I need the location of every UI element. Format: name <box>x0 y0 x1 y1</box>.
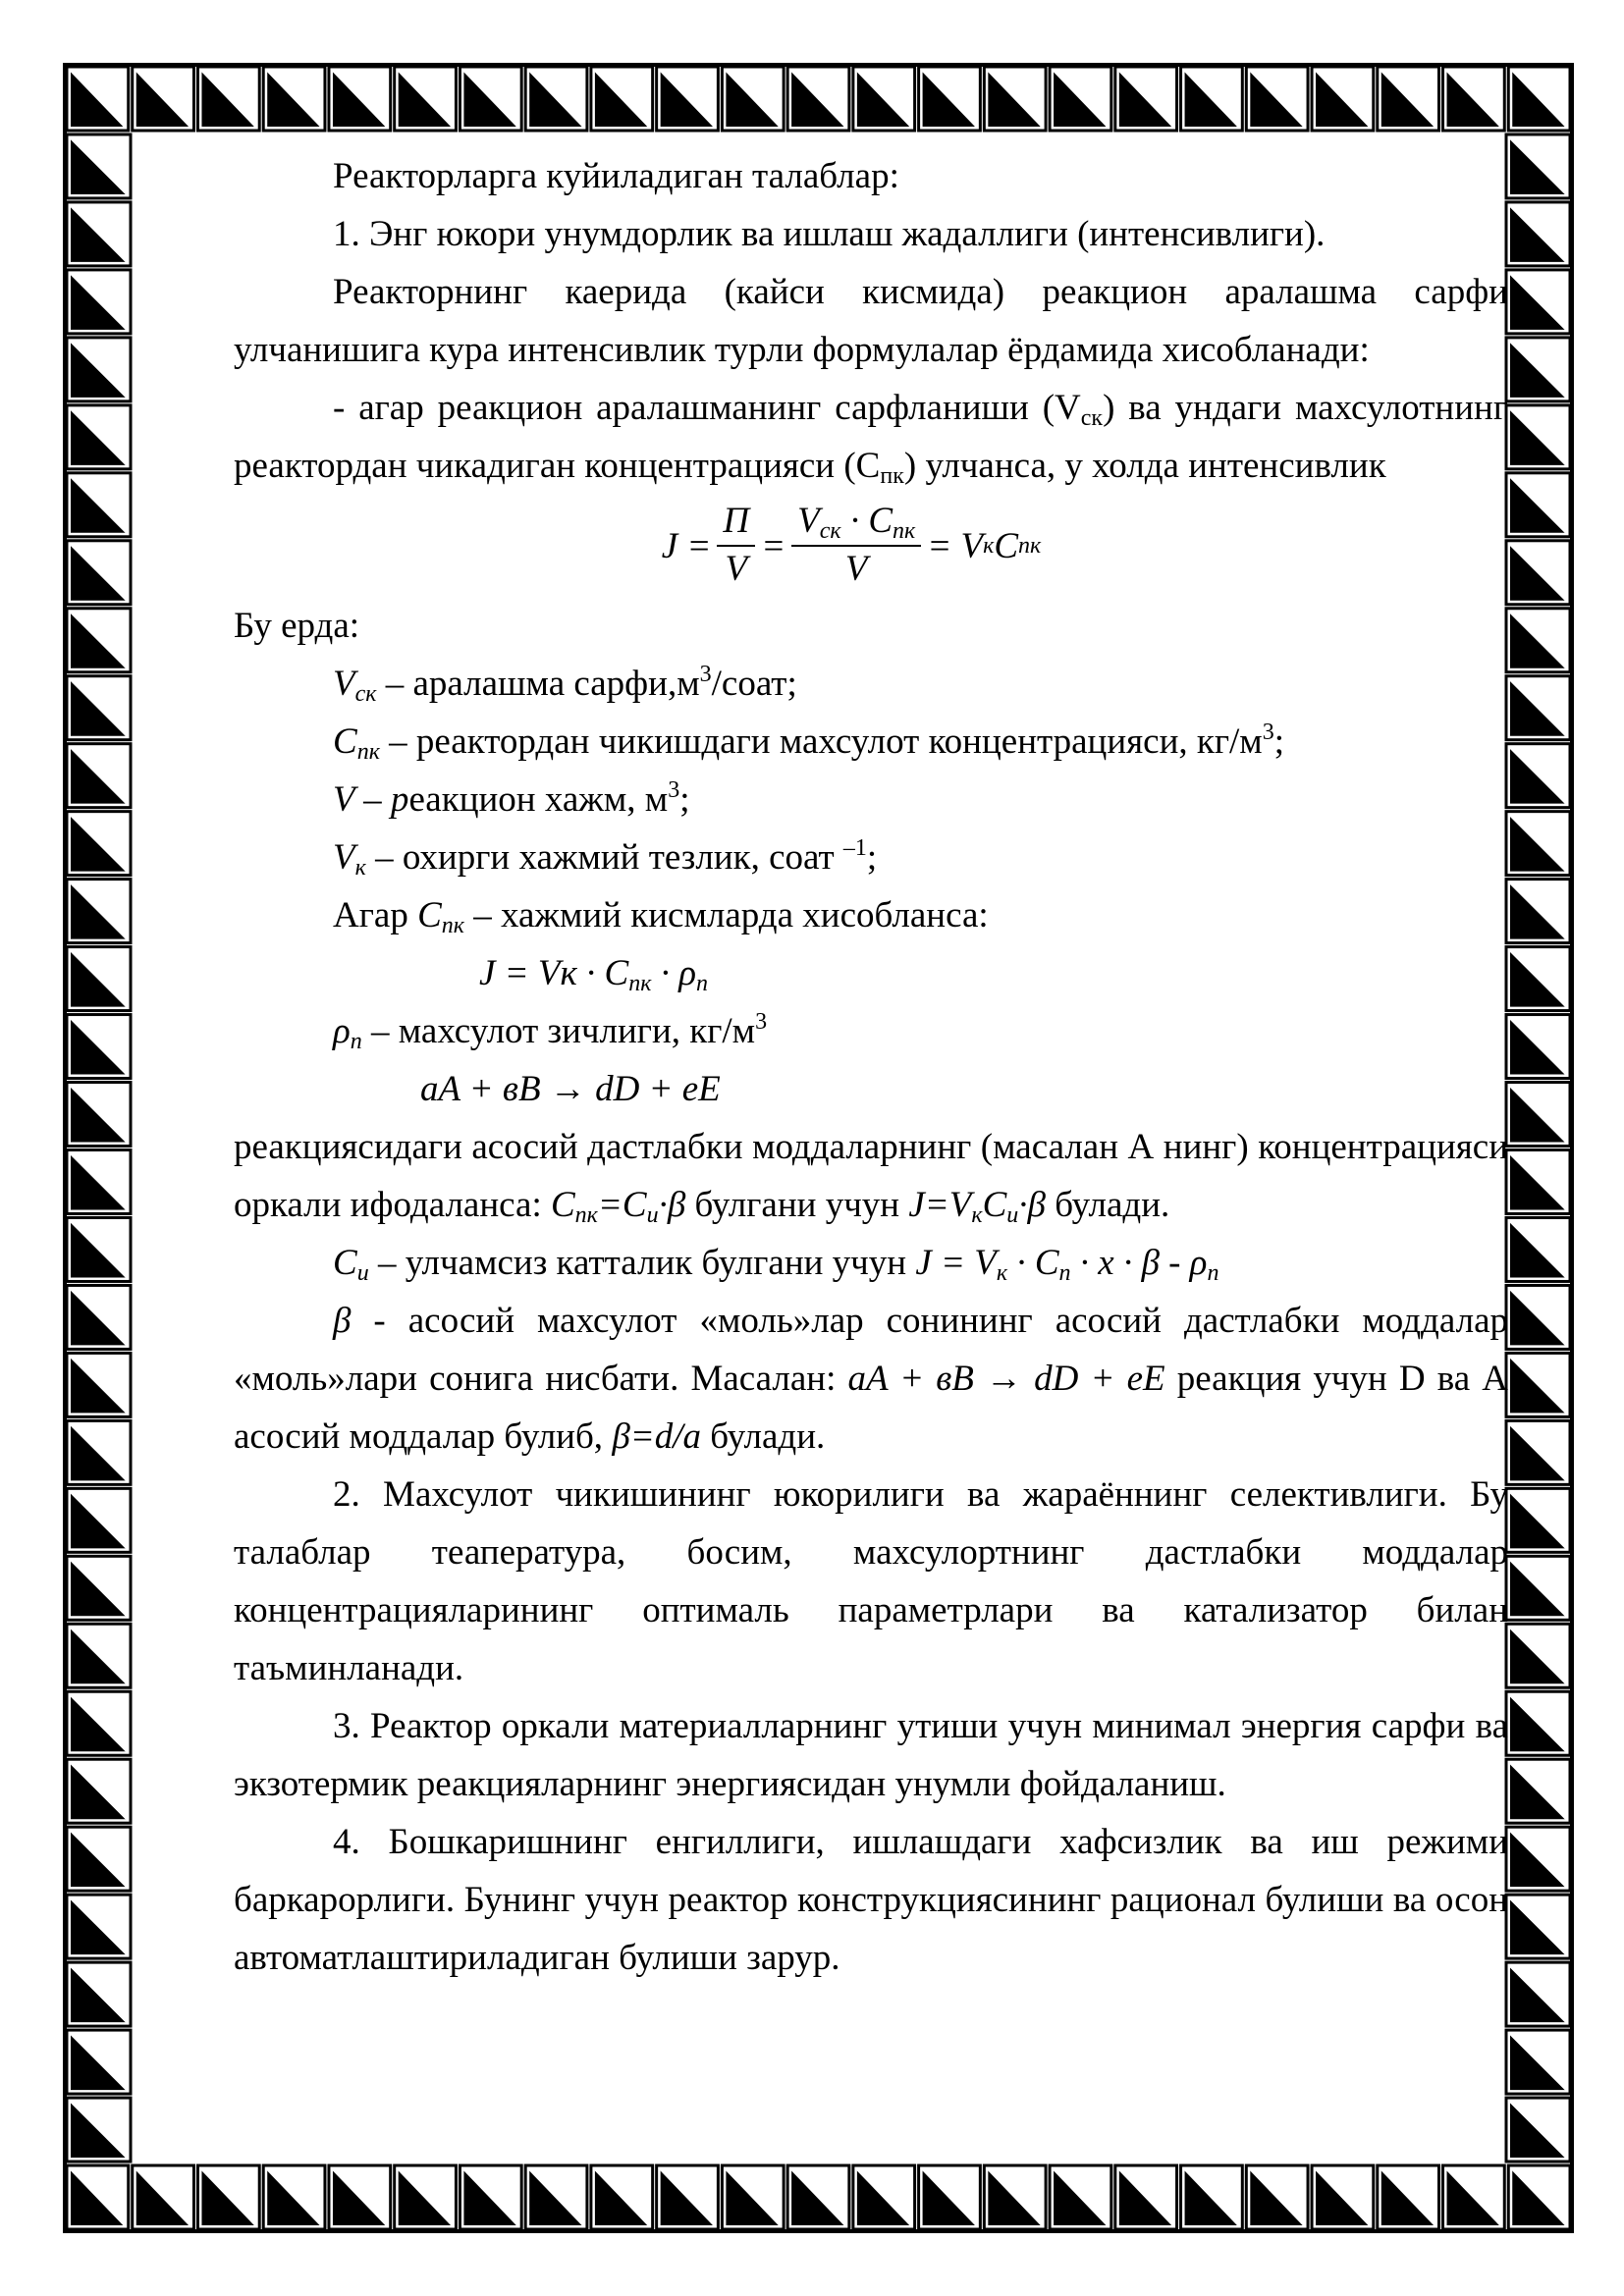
border-tile <box>67 1420 131 1484</box>
border-tile <box>1506 1015 1570 1079</box>
border-tile <box>1506 880 1570 943</box>
formula-reaction: aA + вB → dD + eE <box>420 1069 721 1109</box>
border-tile <box>919 2165 981 2229</box>
border-tile <box>1378 67 1439 131</box>
border-tile <box>1378 2165 1439 2229</box>
border-tile <box>329 2165 391 2229</box>
border-tile <box>1508 2165 1570 2229</box>
border-tile <box>67 1759 131 1823</box>
border-tile <box>657 2165 719 2229</box>
border-tile <box>1506 1759 1570 1823</box>
border-tile <box>1506 405 1570 469</box>
formula-intensity-volume: J = Vк · $C_{пк} \cdot \rho_п$ <box>479 953 708 996</box>
border-tile <box>787 67 849 131</box>
border-tile <box>1312 2165 1374 2229</box>
border-tile <box>1506 1691 1570 1755</box>
border-tile <box>1246 2165 1308 2229</box>
border-tile <box>657 67 719 131</box>
border-tile <box>67 609 131 672</box>
border-tile <box>1506 812 1570 876</box>
border-tile <box>67 1624 131 1687</box>
border-tile <box>1506 2098 1570 2162</box>
border-tile <box>1115 67 1177 131</box>
border-tile <box>1506 2030 1570 2094</box>
border-tile <box>1246 67 1308 131</box>
border-tile <box>1506 1285 1570 1349</box>
border-tile <box>1506 1962 1570 2026</box>
definition-vsk: $V_{ск}$ – аралашма $сарфи,м^3$/соат; <box>333 662 797 707</box>
border-tile <box>1506 202 1570 266</box>
definition-rho: $\rho_п$ – махсулот зичлиги, $кг/м^3$ <box>333 1009 768 1054</box>
border-tile <box>67 473 131 537</box>
border-tile <box>67 1827 131 1891</box>
border-tile <box>1506 947 1570 1011</box>
border-tile <box>984 2165 1046 2229</box>
border-tile <box>67 1015 131 1079</box>
border-tile <box>1506 473 1570 537</box>
border-tile <box>67 2165 129 2229</box>
border-tile <box>395 67 457 131</box>
border-tile <box>197 67 259 131</box>
border-tile <box>787 2165 849 2229</box>
paragraph-condition: - агар реакцион аралашманинг сарфланиши $(V_{ск})$ ва ундаги махсулотнинг реактордан чикадиган концентрацияси $(С_{пк})$ улчанса, у холда интенсивлик <box>234 388 1508 489</box>
definition-vk: $V_к$ – охирги хажмий тезлик, соат $^{-1}$; <box>333 835 878 881</box>
border-tile <box>67 2098 131 2162</box>
border-tile <box>329 67 391 131</box>
border-tile <box>67 67 129 131</box>
border-tile <box>1506 338 1570 401</box>
border-tile <box>67 1150 131 1214</box>
border-tile <box>1508 67 1570 131</box>
requirement-3: 3. Реактор оркали материалларнинг утиши учун минимал энергия сарфи ва экзотермик реакцияларнинг энергиясидан унумли фойдаланиш. <box>234 1706 1508 1804</box>
definition-v: V – реакцион хажм, $м^3$; <box>333 777 690 820</box>
border-tile <box>395 2165 457 2229</box>
border-tile <box>853 2165 915 2229</box>
border-tile <box>1115 2165 1177 2229</box>
requirement-1: 1. Энг юкори унумдорлик ва ишлаш жадаллиги (интенсивлиги). <box>333 214 1326 254</box>
border-tile <box>67 541 131 605</box>
section-title: Реакторларга куйиладиган талаблар: <box>333 156 899 196</box>
border-tile <box>67 2030 131 2094</box>
border-tile <box>722 67 784 131</box>
paragraph-dimensionless: $С_и$ – улчамсиз катталик булгани учун $J = V_к \cdot C_п \cdot x \cdot \beta - \rho_п$ <box>333 1243 1219 1286</box>
border-tile <box>67 202 131 266</box>
border-tile <box>67 812 131 876</box>
border-tile <box>67 880 131 943</box>
border-tile <box>1506 270 1570 334</box>
border-tile <box>722 2165 784 2229</box>
border-tile <box>1506 676 1570 740</box>
border-tile <box>1506 744 1570 808</box>
border-tile <box>1506 134 1570 198</box>
border-tile <box>1506 1488 1570 1552</box>
border-tile <box>525 67 587 131</box>
border-tile <box>67 1691 131 1755</box>
border-tile <box>133 67 194 131</box>
border-tile <box>67 744 131 808</box>
border-tile <box>460 2165 521 2229</box>
border-tile <box>67 1217 131 1281</box>
paragraph-reaction-concentration: реакциясидаги асосий дастлабки моддаларнинг (масалан А нинг) концентрацияси оркали ифодаланса: $C_{пк}=C_и\cdot\beta$ булгани учун $J=V_кC_и\cdot\beta$ булади. <box>234 1127 1508 1228</box>
border-tile <box>1506 1420 1570 1484</box>
border-tile <box>263 67 325 131</box>
border-tile <box>197 2165 259 2229</box>
border-tile <box>67 1353 131 1416</box>
border-tile <box>67 1285 131 1349</box>
border-tile <box>1506 1353 1570 1416</box>
requirement-4: 4. Бошкаришнинг енгиллиги, ишлашдаги хафсизлик ва иш режими баркарорлиги. Бунинг учун реактор конструкциясининг рационал булиши ва осон автоматлаштириладиган булиши зарур. <box>234 1822 1508 1978</box>
paragraph-intensity-measurement: Реакторнинг каерида (кайси кисмида) реакцион аралашма сарфи улчанишига кура интенсивлик турли формулалар ёрдамида хисобланади: <box>234 272 1508 370</box>
border-tile <box>67 1556 131 1620</box>
border-tile <box>1443 2165 1505 2229</box>
border-tile <box>67 676 131 740</box>
border-tile <box>919 67 981 131</box>
border-tile <box>591 2165 653 2229</box>
border-tile <box>67 1895 131 1958</box>
border-tile <box>1506 1083 1570 1147</box>
paragraph-beta-definition: β - асосий махсулот «моль»лар сонининг асосий дастлабки моддалар «моль»лари сонига нисбати. Масалан: aA + вB → dD + eE реакция учун D ва А асосий моддалар булиб, β=d/a булади. <box>234 1301 1508 1457</box>
border-tile <box>133 2165 194 2229</box>
border-tile <box>67 338 131 401</box>
border-tile <box>1506 609 1570 672</box>
requirement-2: 2. Махсулот чикишининг юкорилиги ва жараённинг селективлиги. Бу талаблар теапература, босим, махсулортнинг дастлабки моддалар концентрацияларининг оптималь параметрлари ва катализатор билан таъминланади. <box>234 1474 1508 1688</box>
border-tile <box>984 67 1046 131</box>
paragraph-volume-fraction: Агар $С_{пк}$ – хажмий кисмларда хисобланса: <box>333 895 989 938</box>
border-tile <box>67 405 131 469</box>
border-tile <box>67 134 131 198</box>
border-tile <box>853 67 915 131</box>
formula-intensity: J = $\frac{П}{V}$ = $\frac{V_{ск} \cdot C_{пк}}{V}$ = V к C пк <box>661 501 1042 589</box>
border-tile <box>1506 1217 1570 1281</box>
border-tile <box>1506 1150 1570 1214</box>
border-tile <box>460 67 521 131</box>
border-tile <box>1050 2165 1111 2229</box>
border-tile <box>67 270 131 334</box>
border-tile <box>1443 67 1505 131</box>
border-tile <box>1506 1556 1570 1620</box>
border-tile <box>1181 67 1243 131</box>
border-tile <box>1181 2165 1243 2229</box>
border-tile <box>591 67 653 131</box>
border-tile <box>1506 1827 1570 1891</box>
border-tile <box>1506 1895 1570 1958</box>
definition-cpk: $C_{пк}$ – реактордан чикишдаги махсулот концентрацияси, $кг/м^3$; <box>333 720 1285 765</box>
border-tile <box>525 2165 587 2229</box>
border-tile <box>67 947 131 1011</box>
border-tile <box>1312 67 1374 131</box>
border-tile <box>67 1083 131 1147</box>
border-tile <box>1506 541 1570 605</box>
border-tile <box>1506 1624 1570 1687</box>
border-tile <box>67 1962 131 2026</box>
where-label: Бу ерда: <box>234 606 360 646</box>
document-page <box>234 147 1508 2101</box>
border-tile <box>263 2165 325 2229</box>
border-tile <box>67 1488 131 1552</box>
border-tile <box>1050 67 1111 131</box>
